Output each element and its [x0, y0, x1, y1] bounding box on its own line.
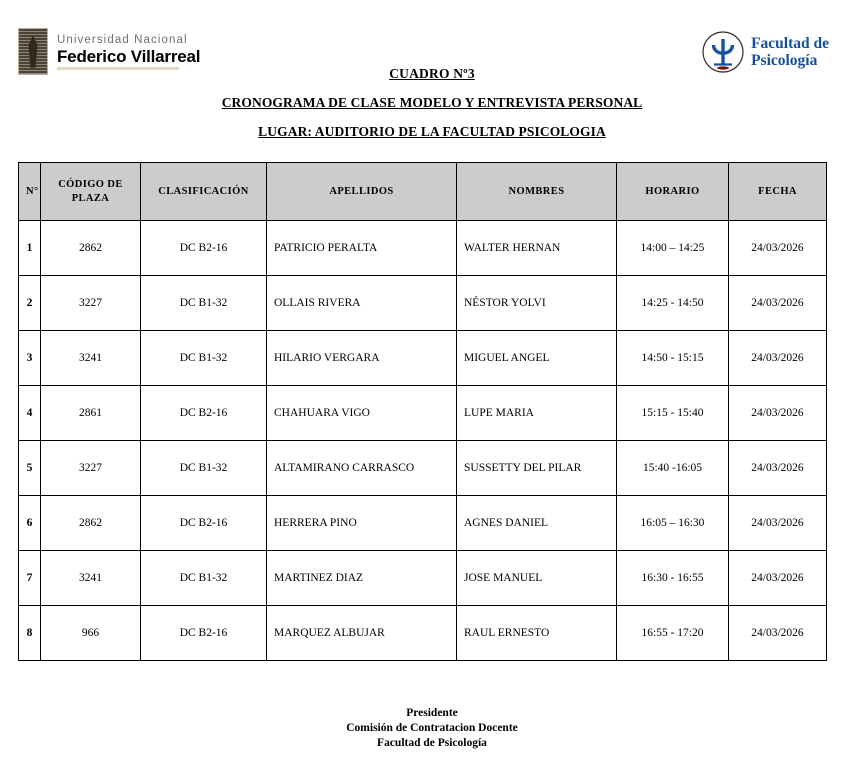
- table-header-row: [19, 163, 827, 221]
- cell-nombres: NÉSTOR YOLVI: [457, 276, 617, 331]
- cell-nombres: SUSSETTY DEL PILAR: [457, 441, 617, 496]
- signature-block: [0, 706, 864, 751]
- cell-codigo: 2862: [41, 496, 141, 551]
- cell-codigo: 3227: [41, 276, 141, 331]
- cell-nombres: MIGUEL ANGEL: [457, 331, 617, 386]
- signature-role: Presidente: [406, 707, 458, 719]
- cell-horario: 16:55 - 17:20: [617, 606, 729, 661]
- table-body: [19, 221, 827, 661]
- table-row: [19, 386, 827, 441]
- cell-nombres: RAUL ERNESTO: [457, 606, 617, 661]
- cell-clasificacion: DC B1-32: [141, 551, 267, 606]
- cell-apellidos: HERRERA PINO: [267, 496, 457, 551]
- university-name-line1: Universidad Nacional: [57, 33, 188, 46]
- cell-codigo: 966: [41, 606, 141, 661]
- cell-fecha: 24/03/2026: [729, 221, 827, 276]
- cell-clasificacion: DC B1-32: [141, 331, 267, 386]
- cell-clasificacion: DC B1-32: [141, 441, 267, 496]
- table-header: [19, 163, 827, 221]
- cell-nombres: AGNES DANIEL: [457, 496, 617, 551]
- table-row: [19, 221, 827, 276]
- cell-codigo: 2861: [41, 386, 141, 441]
- column-header-apellidos: APELLIDOS: [267, 163, 457, 221]
- cell-num: 4: [19, 386, 41, 441]
- cell-clasificacion: DC B2-16: [141, 221, 267, 276]
- cell-clasificacion: DC B2-16: [141, 606, 267, 661]
- faculty-name-line1: Facultad de: [751, 34, 829, 52]
- faculty-name-line2: Psicología: [751, 52, 818, 69]
- schedule-table: [18, 162, 827, 661]
- document-subtitle-location: LUGAR: AUDITORIO DE LA FACULTAD PSICOLOGIA: [258, 124, 606, 139]
- cell-horario: 16:05 – 16:30: [617, 496, 729, 551]
- university-name-line2: Federico Villarreal: [57, 46, 201, 66]
- cell-num: 6: [19, 496, 41, 551]
- signature-commission: Comisión de Contratacion Docente: [346, 722, 518, 734]
- schedule-table-container: [18, 162, 846, 661]
- cell-num: 2: [19, 276, 41, 331]
- cell-fecha: 24/03/2026: [729, 441, 827, 496]
- cell-fecha: 24/03/2026: [729, 606, 827, 661]
- cell-horario: 15:40 -16:05: [617, 441, 729, 496]
- cell-nombres: WALTER HERNAN: [457, 221, 617, 276]
- column-header-nombres: NOMBRES: [457, 163, 617, 221]
- cell-apellidos: OLLAIS RIVERA: [267, 276, 457, 331]
- cell-num: 7: [19, 551, 41, 606]
- cell-codigo: 3241: [41, 551, 141, 606]
- column-header-clasificacion: CLASIFICACIÓN: [141, 163, 267, 221]
- cell-codigo: 2862: [41, 221, 141, 276]
- cell-num: 5: [19, 441, 41, 496]
- cell-horario: 14:00 – 14:25: [617, 221, 729, 276]
- cell-apellidos: MARQUEZ ALBUJAR: [267, 606, 457, 661]
- cell-codigo: 3227: [41, 441, 141, 496]
- table-row: [19, 606, 827, 661]
- column-header-num: N°: [19, 163, 41, 221]
- cell-apellidos: ALTAMIRANO CARRASCO: [267, 441, 457, 496]
- cell-horario: 15:15 - 15:40: [617, 386, 729, 441]
- cell-fecha: 24/03/2026: [729, 276, 827, 331]
- table-row: [19, 276, 827, 331]
- signature-faculty: Facultad de Psicología: [377, 737, 487, 749]
- column-header-codigo: CÓDIGO DE PLAZA: [41, 163, 141, 221]
- cell-apellidos: HILARIO VERGARA: [267, 331, 457, 386]
- column-header-fecha: FECHA: [729, 163, 827, 221]
- cell-horario: 14:25 - 14:50: [617, 276, 729, 331]
- cell-fecha: 24/03/2026: [729, 386, 827, 441]
- table-row: [19, 331, 827, 386]
- university-logo-text: [57, 34, 200, 70]
- column-header-horario: HORARIO: [617, 163, 729, 221]
- cell-clasificacion: DC B1-32: [141, 276, 267, 331]
- cell-fecha: 24/03/2026: [729, 331, 827, 386]
- cell-fecha: 24/03/2026: [729, 551, 827, 606]
- cell-num: 8: [19, 606, 41, 661]
- table-row: [19, 496, 827, 551]
- cell-apellidos: PATRICIO PERALTA: [267, 221, 457, 276]
- cell-apellidos: MARTINEZ DIAZ: [267, 551, 457, 606]
- cell-horario: 14:50 - 15:15: [617, 331, 729, 386]
- cell-codigo: 3241: [41, 331, 141, 386]
- document-subtitle-schedule: CRONOGRAMA DE CLASE MODELO Y ENTREVISTA PERSONAL: [221, 95, 643, 110]
- cell-fecha: 24/03/2026: [729, 496, 827, 551]
- cell-num: 1: [19, 221, 41, 276]
- cell-nombres: JOSE MANUEL: [457, 551, 617, 606]
- cell-clasificacion: DC B2-16: [141, 496, 267, 551]
- table-row: [19, 551, 827, 606]
- table-row: [19, 441, 827, 496]
- document-titles: [0, 66, 864, 140]
- cell-num: 3: [19, 331, 41, 386]
- cell-nombres: LUPE MARIA: [457, 386, 617, 441]
- faculty-logo-text: [751, 35, 829, 70]
- cell-horario: 16:30 - 16:55: [617, 551, 729, 606]
- page-title: CUADRO Nº3: [389, 66, 475, 81]
- cell-apellidos: CHAHUARA VIGO: [267, 386, 457, 441]
- cell-clasificacion: DC B2-16: [141, 386, 267, 441]
